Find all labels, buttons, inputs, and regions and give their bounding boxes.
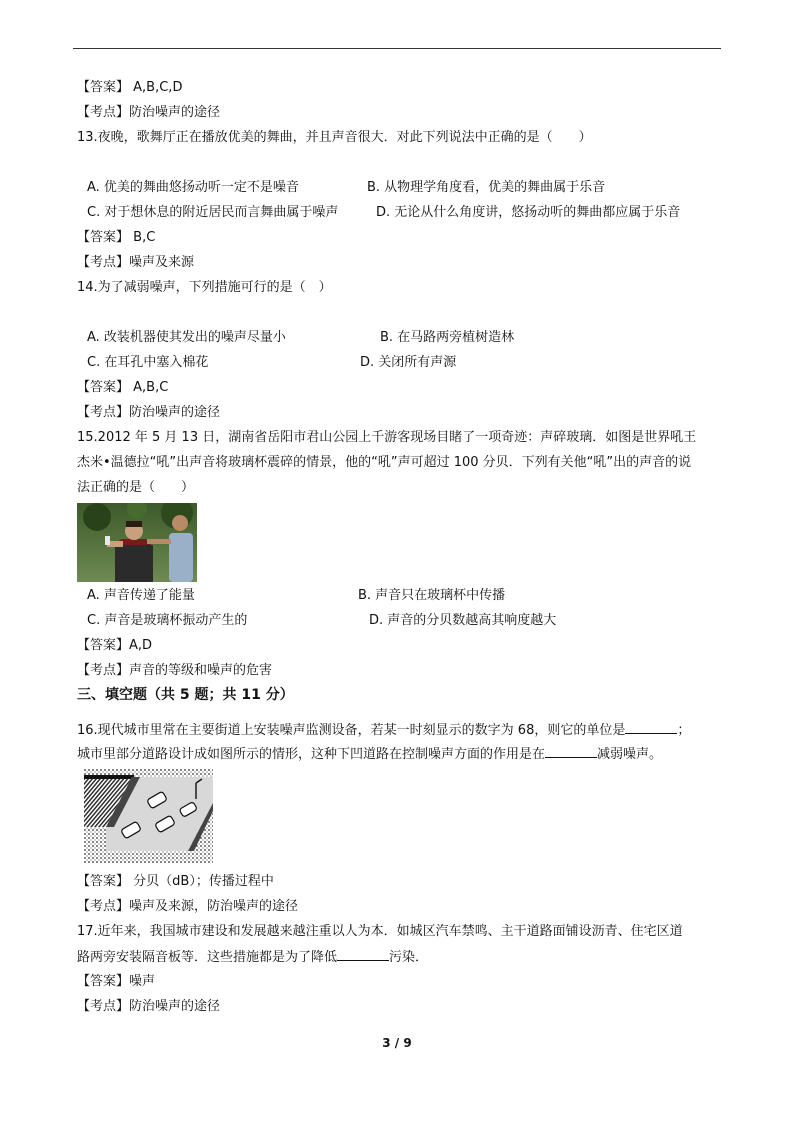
shouting-glass-photo: [77, 503, 197, 582]
q17-stem-line-1: 17.近年来，我国城市建设和发展越来越注重以人为本．如城区汽车禁鸣、主干道路面铺设沥青、住宅区道: [77, 924, 683, 939]
q15-option-c: C. 声音是玻璃杯振动产生的: [87, 613, 248, 628]
point-value: 噪声及来源: [129, 255, 195, 270]
q14-option-c: C. 在耳孔中塞入棉花: [87, 355, 209, 370]
answer-value: A,D: [129, 638, 153, 653]
point-label: 【考点】: [77, 105, 130, 120]
q16-stem-line-1: [77, 721, 690, 740]
q17-stem-text: 路两旁安装隔音板等．这些措施都是为了降低: [77, 950, 338, 965]
q15-stem-line-1: 15.2012 年 5 月 13 日，湖南省岳阳市君山公园上千游客现场目睹了一项奇迹：声碎玻璃．如图是世界吼王: [77, 430, 697, 445]
q13-point: [77, 254, 194, 272]
answer-blank: [625, 721, 677, 734]
q15-option-b: B. 声音只在玻璃杯中传播: [358, 588, 506, 603]
q16-stem-text: 城市里部分道路设计成如图所示的情形，这种下凹道路在控制噪声方面的作用是在: [77, 747, 546, 762]
q14-answer: [77, 379, 168, 397]
q15-answer: [77, 637, 152, 655]
q16-stem-text: 减弱噪声。: [597, 747, 663, 762]
q14-point: [77, 404, 220, 422]
q17-answer: [77, 973, 155, 991]
q13-stem: 13.夜晚，歌舞厅正在播放优美的舞曲，并且声音很大．对此下列说法中正确的是（ ）: [77, 130, 592, 145]
answer-blank: [545, 745, 597, 758]
point-label: 【考点】: [77, 405, 130, 420]
answer-value: 噪声: [129, 974, 156, 989]
header-rule: [73, 48, 721, 49]
section-title: 三、填空题（共 5 题；共 11 分）: [77, 687, 294, 703]
q17-stem-line-2: [77, 948, 428, 967]
point-label: 【考点】: [77, 899, 130, 914]
q14-option-d: D. 关闭所有声源: [360, 355, 457, 370]
q16-stem-text: 16.现代城市里常在主要街道上安装噪声监测设备，若某一时刻显示的数字为 68，则它的单位是: [77, 723, 626, 738]
answer-label: 【答案】: [77, 874, 130, 889]
answer-label: 【答案】: [77, 974, 130, 989]
q12-point: [77, 104, 220, 122]
q12-answer: [77, 79, 182, 97]
answer-label: 【答案】: [77, 230, 130, 245]
q13-option-c: C. 对于想休息的附近居民而言舞曲属于噪声: [87, 205, 339, 220]
answer-value: 分贝（dB）；传播过程中: [133, 874, 274, 889]
point-label: 【考点】: [77, 999, 130, 1014]
answer-value: A,B,C: [133, 380, 169, 395]
point-value: 防治噪声的途径: [129, 105, 221, 120]
point-value: 声音的等级和噪声的危害: [129, 663, 273, 678]
q13-option-d: D. 无论从什么角度讲，悠扬动听的舞曲都应属于乐音: [376, 205, 681, 220]
q16-stem-text: ；: [677, 723, 691, 738]
q13-option-a: A. 优美的舞曲悠扬动听一定不是噪音: [87, 180, 299, 195]
q13-answer: [77, 229, 155, 247]
q16-stem-line-2: [77, 745, 662, 764]
page-number: 3 / 9: [382, 1036, 412, 1050]
answer-blank: [337, 948, 389, 961]
q14-option-a: A. 改装机器使其发出的噪声尽量小: [87, 330, 286, 345]
sunken-road-illustration: [84, 769, 213, 863]
q15-point: [77, 662, 272, 680]
point-label: 【考点】: [77, 663, 130, 678]
q17-stem-text: 污染．: [389, 950, 429, 965]
answer-label: 【答案】: [77, 380, 130, 395]
q15-option-d: D. 声音的分贝数越高其响度越大: [369, 613, 557, 628]
q17-point: [77, 998, 220, 1016]
q16-point: [77, 898, 298, 916]
q13-option-b: B. 从物理学角度看，优美的舞曲属于乐音: [367, 180, 606, 195]
point-value: 防治噪声的途径: [129, 999, 221, 1014]
q15-stem-line-2: 杰米•温德拉“吼”出声音将玻璃杯震碎的情景，他的“吼”声可超过 100 分贝．下列有关他“吼”出的声音的说: [77, 455, 692, 470]
point-label: 【考点】: [77, 255, 130, 270]
q14-option-b: B. 在马路两旁植树造林: [380, 330, 515, 345]
answer-value: A,B,C,D: [133, 80, 183, 95]
q15-stem-line-3: 法正确的是（ ）: [77, 480, 195, 495]
answer-label: 【答案】: [77, 80, 130, 95]
q16-answer: [77, 873, 274, 891]
answer-label: 【答案】: [77, 638, 130, 653]
point-value: 防治噪声的途径: [129, 405, 221, 420]
q14-stem: 14.为了减弱噪声，下列措施可行的是（ ）: [77, 280, 332, 295]
point-value: 噪声及来源，防治噪声的途径: [129, 899, 299, 914]
q15-option-a: A. 声音传递了能量: [87, 588, 195, 603]
answer-value: B,C: [133, 230, 156, 245]
